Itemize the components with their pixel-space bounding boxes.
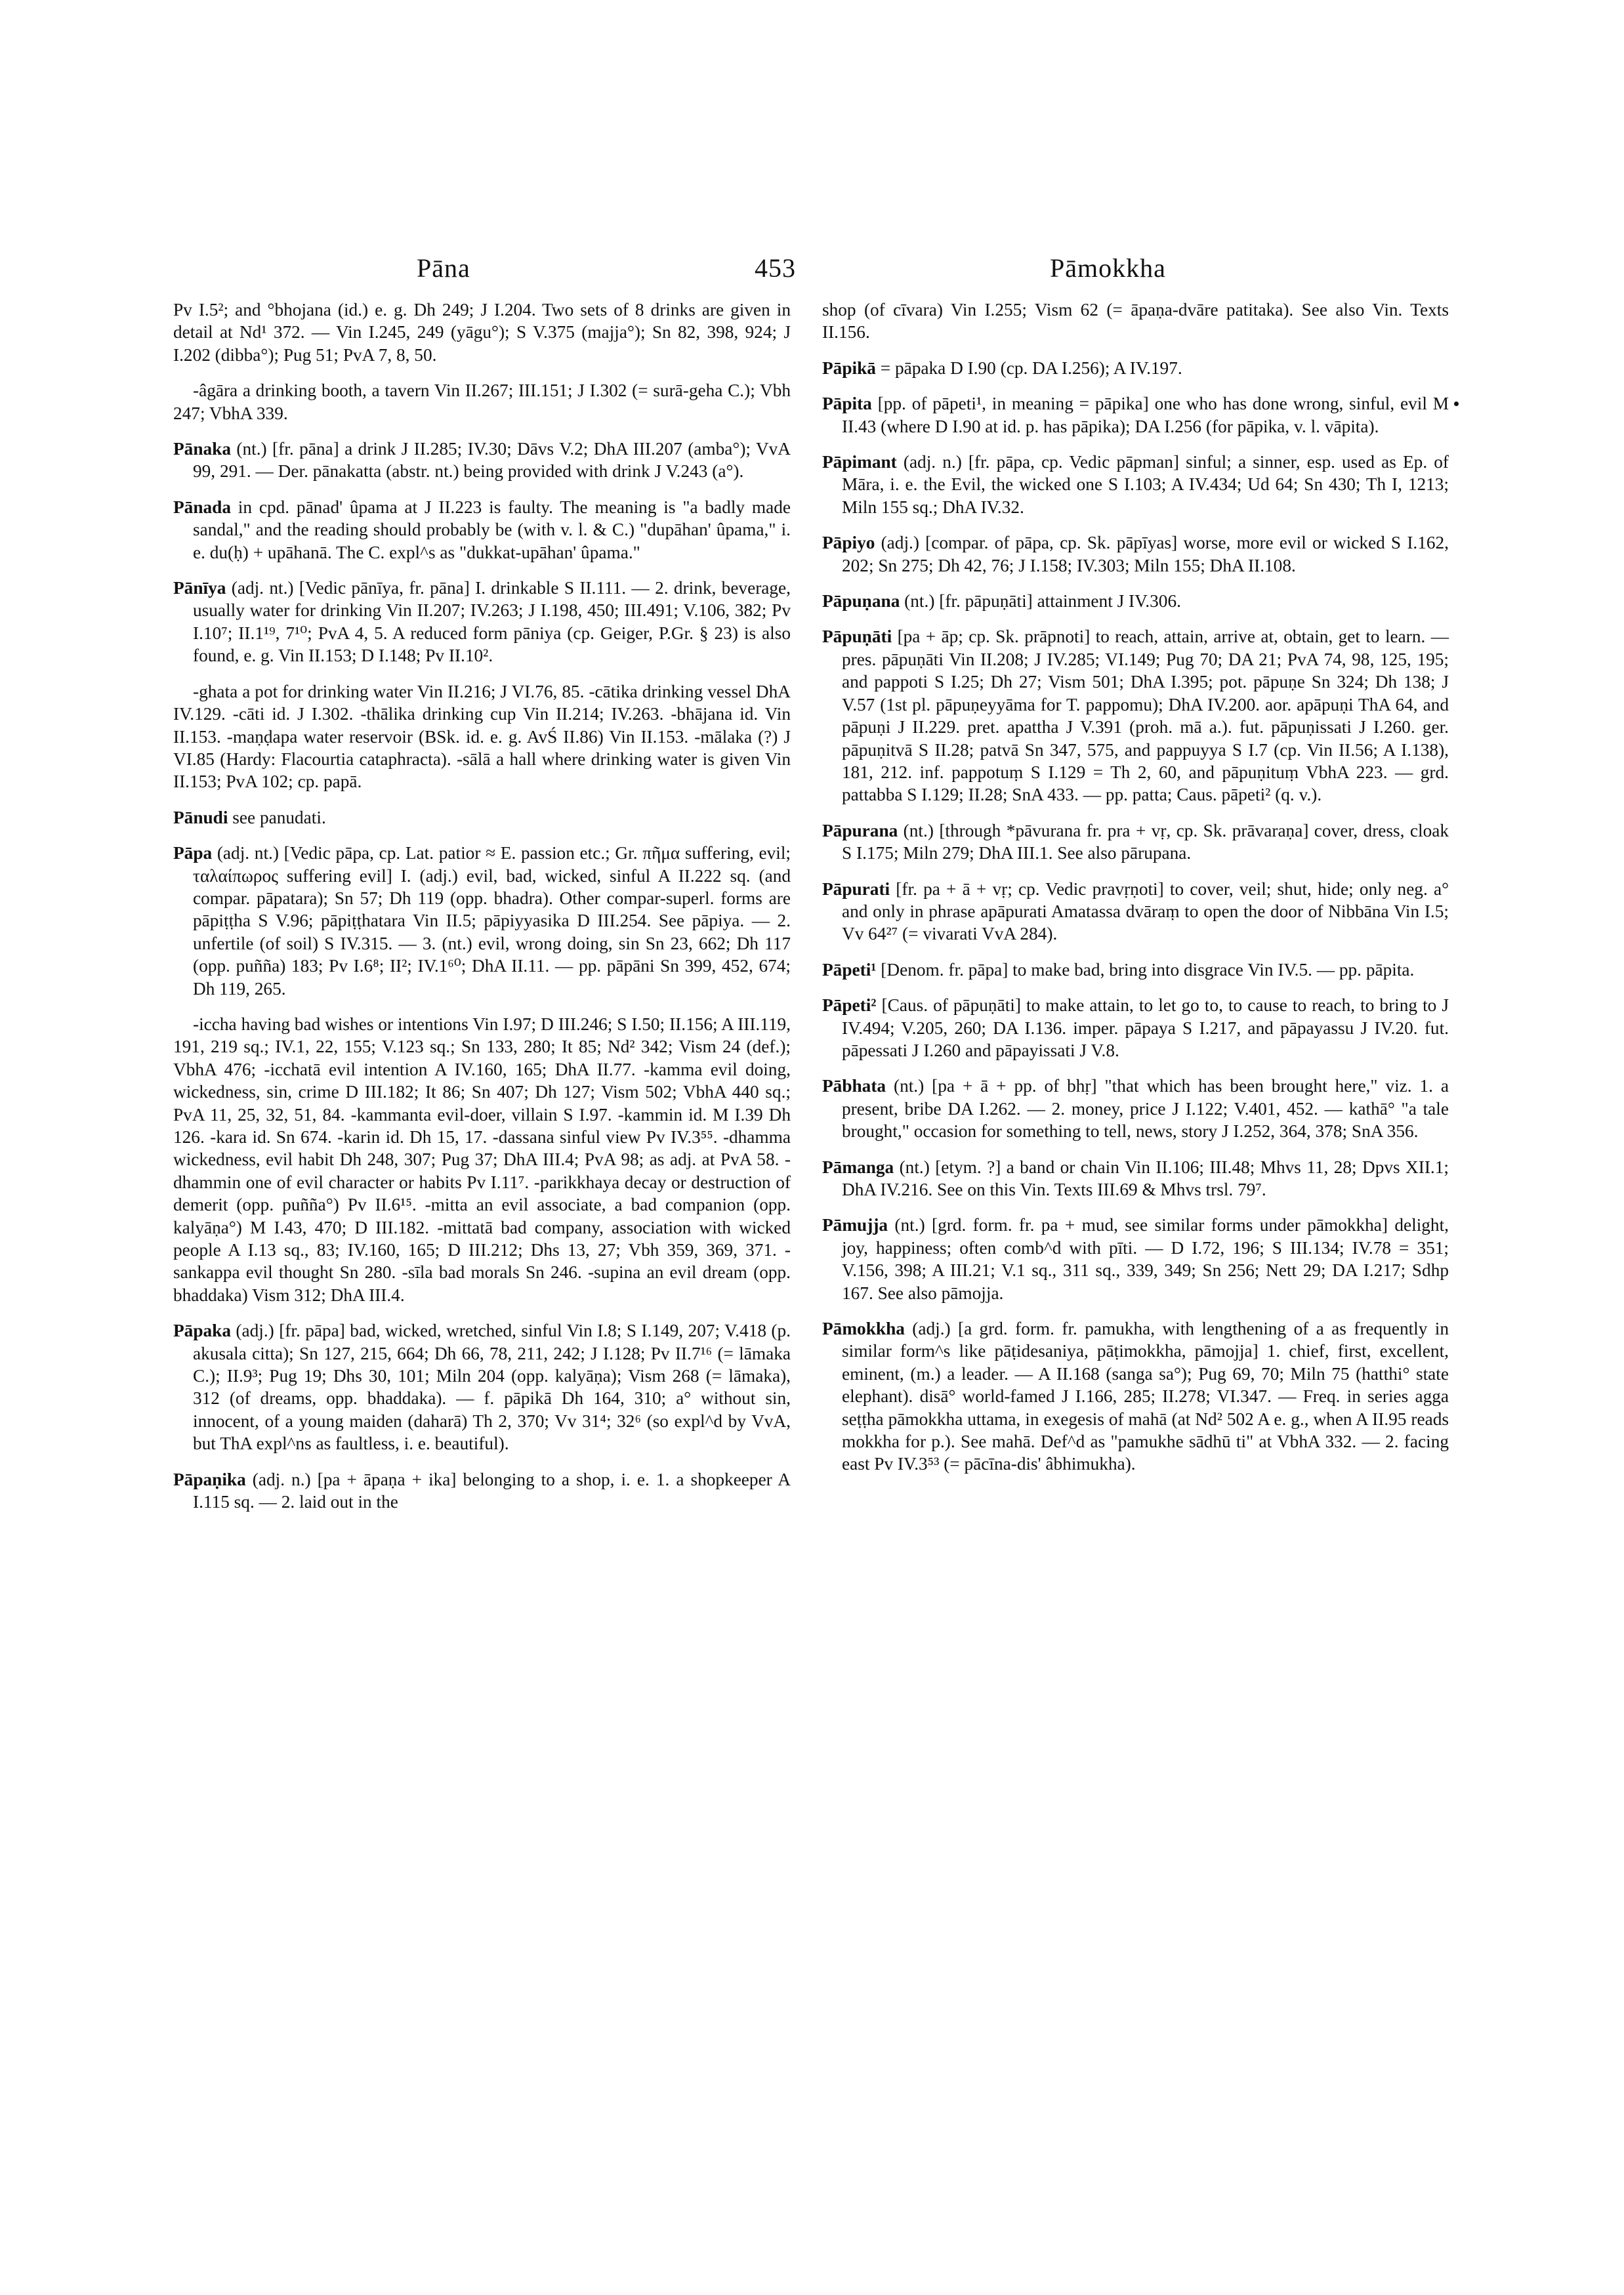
dictionary-entry: [822, 1214, 1449, 1304]
entry-text: (nt.) [through *pāvurana fr. pra + vṛ, cp. Sk. prāvaraṇa] cover, dress, cloak S I.175; Miln 279; DhA III.1. See also pārupana.: [842, 820, 1449, 863]
dictionary-entry: [822, 590, 1449, 612]
entry-text: -iccha having bad wishes or intentions Vin I.97; D III.246; S I.50; II.156; A III.119, 191, 219 sq.; IV.1, 22, 155; V.123 sq.; Sn 133, 280; It 85; Nd² 342; Vism 24 (def.); VbhA 476; -icchatā evil intention A IV.160, 165; DhA II.77. -kamma evil doing, wickedness, sin, crime D III.182; It 86; Sn 407; Dh 127; Vism 502; VbhA 440 sq.; PvA 11, 25, 32, 51, 84. -kammanta evil-doer, villain S I.97. -kammin id. M I.39 Dh 126. -kara id. Sn 674. -karin id. Dh 15, 17. -dassana sinful view Pv IV.3⁵⁵. -dhamma wickedness, evil habit Dh 248, 307; Pug 37; DhA III.4; PvA 98; as adj. at PvA 58. -dhammin one of evil character or habits Pv I.11⁷. -parikkhaya decay or destruction of demerit (opp. puñña°) Pv II.6¹⁵. -mitta an evil associate, a bad companion (opp. kalyāṇa°) M I.43, 470; D III.182. -mittatā bad company, association with wicked people A I.13 sq., 83; IV.160, 165; D III.212; Dhs 13, 27; Vbh 359, 369, 371. -sankappa evil thought Sn 280. -sīla bad morals Sn 246. -supina an evil dream (opp. bhaddaka) Vism 312; DhA III.4.: [173, 1014, 791, 1305]
entry-text: (nt.) [grd. form. fr. pa + mud, see similar forms under pāmokkha] delight, joy, happiness; often comb^d with pīti. — D I.72, 196; S III.134; IV.78 = 351; V.156, 398; A III.21; V.1 sq., 311 sq., 339, 349; Sn 256; Nett 29; DA I.217; Sdhp 167. See also pāmojja.: [842, 1215, 1449, 1303]
entry-paragraph: [173, 299, 791, 366]
dictionary-entry: [822, 1075, 1449, 1142]
entry-text: [Denom. fr. pāpa] to make bad, bring into disgrace Vin IV.5. — pp. pāpita.: [876, 959, 1415, 980]
entry-text: [Caus. of pāpuṇāti] to make attain, to let go to, to cause to reach, to bring to J IV.494; V.205, 260; DA I.136. imper. pāpaya S I.217, and pāpayassu J IV.20. fut. pāpessati J I.260 and pāpayissati J V.8.: [842, 995, 1449, 1060]
left-column: [173, 299, 791, 1527]
entry-text: see panudati.: [228, 807, 326, 827]
dictionary-entry: [173, 438, 791, 483]
running-head: [0, 253, 1624, 292]
headword: Pānudi: [173, 807, 228, 827]
dictionary-entry: [822, 1156, 1449, 1201]
header-left-word: Pāna: [417, 253, 470, 283]
entry-paragraph: [173, 1013, 791, 1306]
headword: Pāpita: [822, 394, 872, 414]
headword: Pāpaka: [173, 1321, 231, 1341]
header-right-word: Pāmokkha: [1050, 253, 1166, 283]
entry-text: (nt.) [fr. pāpuṇāti] attainment J IV.306.: [900, 591, 1181, 611]
entry-text: (adj. nt.) [Vedic pāpa, cp. Lat. patior ≈ E. passion etc.; Gr. πῆμα suffering, evil; ταλαίπωρος suffering evil] I. (adj.) evil, bad, wicked, sinful A II.222 sq. (and compar. pāpatara); Sn 57; Dh 119 (opp. bhadra). Other compar-superl. forms are pāpiṭṭha S V.96; pāpiṭṭhatara Vin II.5; pāpiyyasika D III.254. See pāpiya. — 2. unfertile (of soil) S IV.315. — 3. (nt.) evil, wrong doing, sin Sn 23, 662; Dh 117 (opp. puñña) 183; Pv I.6⁸; II²; IV.1⁶⁰; DhA II.11. — pp. pāpāni Sn 399, 452, 674; Dh 119, 265.: [193, 843, 791, 999]
headword: Pāpuṇana: [822, 591, 900, 611]
entry-text: (adj.) [a grd. form. fr. pamukha, with lengthening of a as frequently in similar form^s like pāṭidesaniya, pāṭimokkha, pāmojja] 1. chief, first, excellent, eminent, (m.) a leader. — A II.168 (sanga sa°); Pug 69, 70; Miln 75 (hatthi° state elephant). disā° world-famed J I.166, 285; II.278; VI.347. — Freq. in series agga seṭṭha pāmokkha uttama, in exegesis of mahā (at Nd² 502 A e. g., when A II.95 reads mokkha for p.). See mahā. Def^d as "pamukhe sādhū ti" at VbhA 332. — 2. facing east Pv IV.3⁵³ (= pācīna-dis' âbhimukha).: [842, 1319, 1449, 1474]
headword: Pāpurana: [822, 820, 898, 840]
dictionary-entry: [822, 819, 1449, 865]
page-number: 453: [755, 253, 796, 283]
entry-text: [pp. of pāpeti¹, in meaning = pāpika] one who has done wrong, sinful, evil M II.43 (where D I.90 at id. p. has pāpika); DA I.256 (for pāpika, v. l. vāpita).: [842, 394, 1449, 436]
margin-mark: [1454, 402, 1459, 406]
headword: Pāpiyo: [822, 533, 875, 553]
dictionary-entry: [822, 392, 1449, 438]
headword: Pānīya: [173, 578, 226, 598]
entry-text: = pāpaka D I.90 (cp. DA I.256); A IV.197.: [875, 358, 1182, 378]
entry-text: (nt.) [fr. pāna] a drink J II.285; IV.30; Dāvs V.2; DhA III.207 (amba°); VvA 99, 291. — Der. pānakatta (abstr. nt.) being provided with drink J V.243 (a°).: [193, 439, 791, 482]
dictionary-entry: [173, 806, 791, 829]
entry-text: in cpd. pānad' ûpama at J II.223 is faulty. The meaning is "a badly made sandal," and the reading should probably be (with v. l. & C.) "dupāhan' ûpama," i. e. du(ḥ) + upāhanā. The C. expl^s as "dukkat-upāhan' ûpama.": [193, 497, 791, 562]
entry-paragraph: [173, 680, 791, 793]
dictionary-entry: [822, 531, 1449, 577]
entry-text: (adj. n.) [fr. pāpa, cp. Vedic pāpman] sinful; a sinner, esp. used as Ep. of Māra, i. e. the Evil, the wicked one S I.103; A IV.434; Ud 64; Sn 430; Th I, 1213; Miln 155 sq.; DhA IV.32.: [842, 452, 1449, 517]
dictionary-entry: [822, 1317, 1449, 1476]
dictionary-entry: [822, 878, 1449, 945]
dictionary-entry: [822, 357, 1449, 379]
headword: Pāpaṇika: [173, 1469, 246, 1489]
right-column: [822, 299, 1449, 1489]
headword: Pāpa: [173, 843, 213, 863]
entry-text: (nt.) [pa + ā + pp. of bhṛ] "that which has been brought here," viz. 1. a present, bribe DA I.262. — 2. money, price J I.122; V.401, 452. — kathā° "a tale brought," occasion for something to tell, news, story J I.252, 364, 378; SnA 356.: [842, 1076, 1449, 1142]
headword: Pāpikā: [822, 358, 876, 378]
dictionary-entry: [822, 959, 1449, 981]
entry-text: Pv I.5²; and °bhojana (id.) e. g. Dh 249; J I.204. Two sets of 8 drinks are given in detail at Nd¹ 372. — Vin I.245, 249 (yāgu°); S V.375 (majja°); Sn 82, 398, 924; J I.202 (dibba°); Pug 51; PvA 7, 8, 50.: [173, 300, 791, 365]
headword: Pāpimant: [822, 452, 897, 472]
dictionary-entry: [822, 451, 1449, 518]
dictionary-entry: [173, 1468, 791, 1514]
entry-text: (adj. n.) [pa + āpaṇa + ika] belonging to a shop, i. e. 1. a shopkeeper A I.115 sq. — 2. laid out in the: [193, 1469, 791, 1512]
headword: Pāpuṇāti: [822, 627, 892, 647]
entry-text: (adj.) [compar. of pāpa, cp. Sk. pāpīyas] worse, more evil or wicked S I.162, 202; Sn 275; Dh 42, 76; J I.158; IV.303; Miln 155; DhA II.108.: [842, 533, 1449, 575]
headword: Pāmujja: [822, 1215, 888, 1235]
headword: Pāpeti¹: [822, 959, 877, 980]
entry-text: (adj.) [fr. pāpa] bad, wicked, wretched, sinful Vin I.8; S I.149, 207; V.418 (p. akusala citta); Sn 127, 215, 664; Dh 66, 78, 211, 242; J I.128; Pv II.7¹⁶ (= lāmaka C.); II.9³; Pug 19; Dhs 30, 101; Miln 204 (opp. kalyāṇa); Vism 268 (= lāmaka), 312 (of dreams, opp. bhaddaka). — f. pāpikā Dh 164, 310; a° without sin, innocent, of a young maiden (daharā) Th 2, 370; Vv 31⁴; 32⁶ (so expl^d by VvA, but ThA expl^ns as faultless, i. e. beautiful).: [193, 1321, 791, 1454]
entry-text: [pa + āp; cp. Sk. prāpnoti] to reach, attain, arrive at, obtain, get to learn. — pres. pāpuṇāti Vin II.208; J IV.285; VI.149; Pug 70; DA 21; PvA 74, 98, 125, 195; and pappoti S I.25; Dh 27; Vism 501; DhA I.395; pot. pāpuṇe Sn 324; Dh 138; J V.57 (1st pl. pāpuṇeyyāma for T. pappomu); DhA IV.200. aor. apāpuṇi ThA 64, and pāpuṇi J II.229. pret. apattha J V.391 (proh. mā a.). fut. pāpuṇissati J I.260. ger. pāpuṇitvā S II.28; patvā Sn 347, 575, and pappuyya S I.7 (cp. Vin II.56; A I.138), 181, 212. inf. pappotuṃ S I.129 = Th 2, 60, and pāpuṇituṃ VbhA 223. — grd. pattabba S I.129; II.28; SnA 433. — pp. patta; Caus. pāpeti² (q. v.).: [842, 627, 1449, 805]
entry-text: shop (of cīvara) Vin I.255; Vism 62 (= āpaṇa-dvāre patitaka). See also Vin. Texts II.156.: [822, 300, 1449, 342]
dictionary-entry: [822, 994, 1449, 1062]
headword: Pāpeti²: [822, 995, 877, 1016]
entry-text: (adj. nt.) [Vedic pānīya, fr. pāna] I. drinkable S II.111. — 2. drink, beverage, usually water for drinking Vin II.207; IV.263; J I.198, 450; III.491; V.106, 382; Pv I.10⁷; II.1¹⁹, 7¹⁰; PvA 4, 5. A reduced form pāniya (cp. Geiger, P.Gr. § 23) is also found, e. g. Vin II.153; D I.148; Pv II.10².: [193, 578, 791, 666]
entry-text: (nt.) [etym. ?] a band or chain Vin II.106; III.48; Mhvs 11, 28; Dpvs XII.1; DhA IV.216. See on this Vin. Texts III.69 & Mhvs trsl. 79⁷.: [842, 1157, 1449, 1199]
dictionary-entry: [173, 577, 791, 667]
entry-text: -âgāra a drinking booth, a tavern Vin II.267; III.151; J I.302 (= surā-geha C.); Vbh 247; VbhA 339.: [173, 381, 791, 423]
headword: Pānada: [173, 497, 231, 517]
dictionary-entry: [173, 496, 791, 564]
dictionary-entry: [822, 625, 1449, 806]
headword: Pābhata: [822, 1076, 886, 1096]
headword: Pāmokkha: [822, 1319, 905, 1339]
headword: Pānaka: [173, 439, 231, 459]
dictionary-entry: [173, 1319, 791, 1455]
headword: Pāpurati: [822, 879, 890, 899]
entry-paragraph: [822, 299, 1449, 344]
entry-text: -ghata a pot for drinking water Vin II.216; J VI.76, 85. -cātika drinking vessel DhA IV.129. -cāti id. J I.302. -thālika drinking cup Vin II.214; IV.263. -bhājana id. Vin II.153. -maṇḍapa water reservoir (BSk. id. e. g. AvŚ II.86) Vin II.153. -mālaka (?) J VI.85 (Hardy: Flacourtia cataphracta). -sālā a hall where drinking water is given Vin II.153; PvA 102; cp. papā.: [173, 681, 791, 792]
headword: Pāmanga: [822, 1157, 894, 1177]
entry-text: [fr. pa + ā + vṛ; cp. Vedic pravṛṇoti] to cover, veil; shut, hide; only neg. a° and only in phrase apāpurati Amatassa dvāraṃ to open the door of Nibbāna Vin I.5; Vv 64²⁷ (= vivarati VvA 284).: [842, 879, 1449, 944]
dictionary-entry: [173, 842, 791, 1000]
entry-paragraph: [173, 379, 791, 424]
